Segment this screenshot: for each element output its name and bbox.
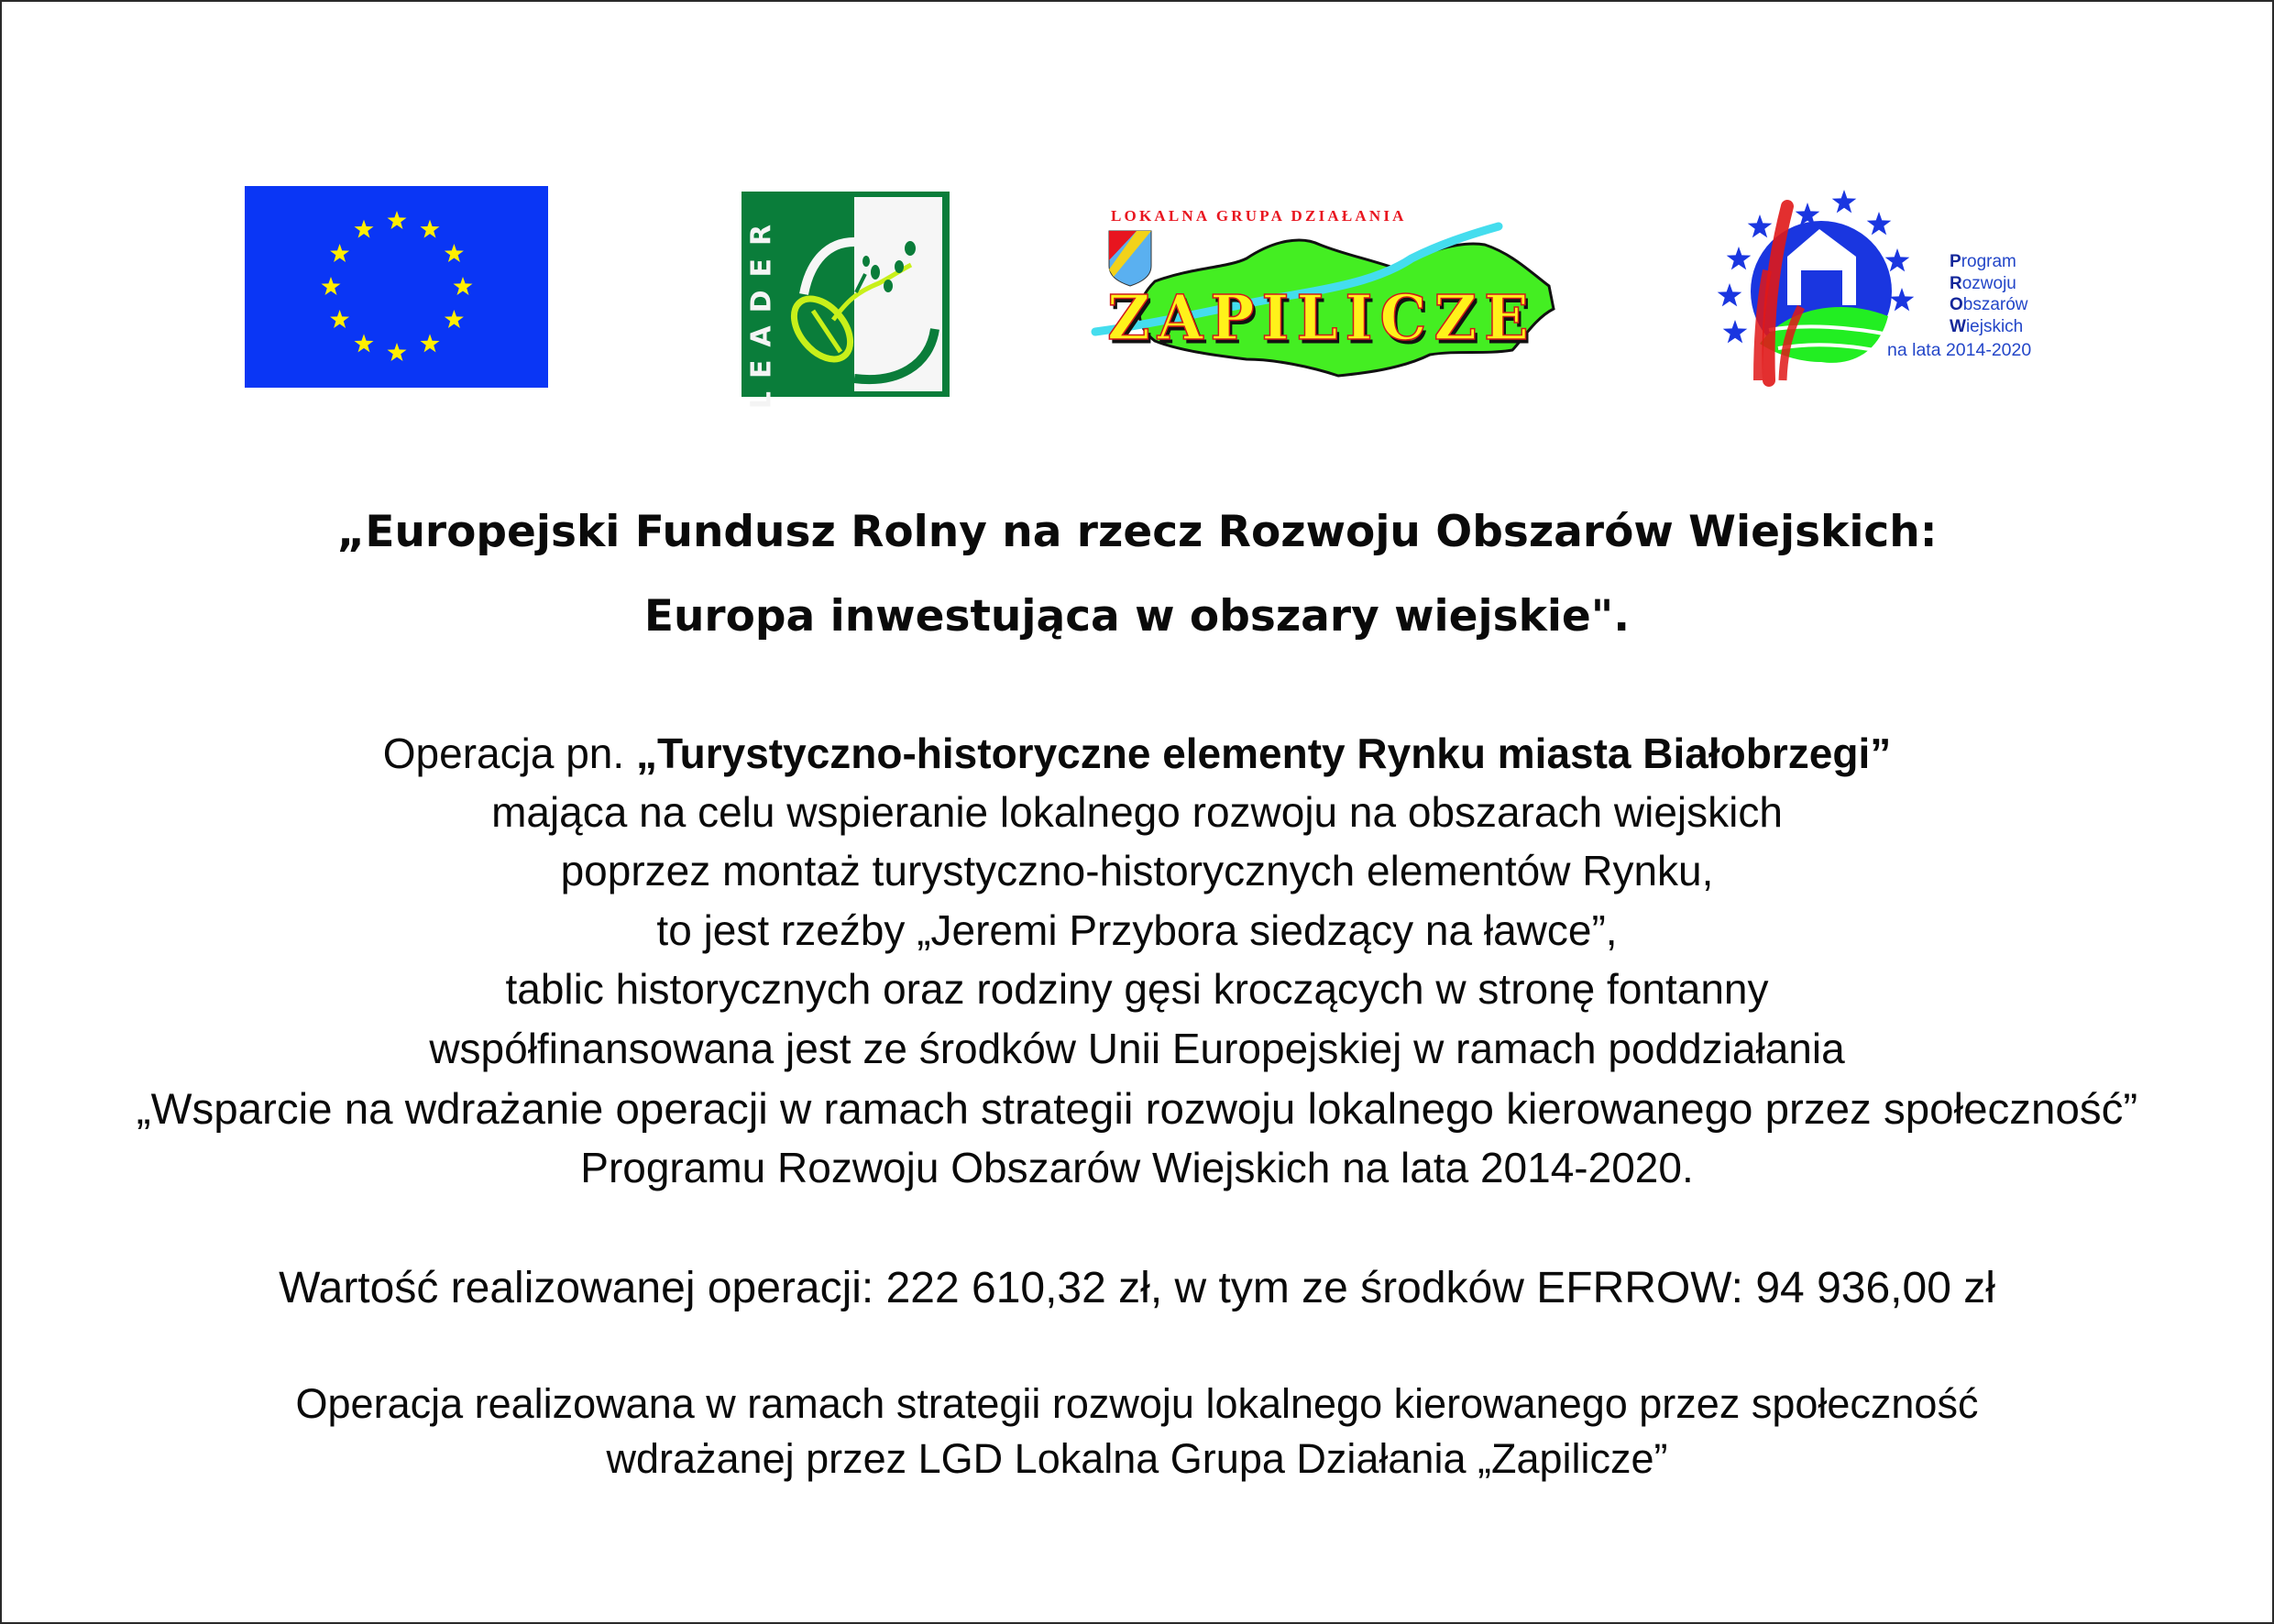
- prow-program-name: [1950, 251, 2028, 338]
- lgd-name: ZAPILICZE: [1107, 282, 1536, 355]
- coat-of-arms-icon: [1109, 231, 1151, 286]
- prow-logo: [1705, 170, 2035, 390]
- lgd-zapilicze-logo: [1091, 203, 1567, 387]
- eu-stars-icon: [245, 186, 548, 388]
- prow-line: Rozwoju: [1950, 273, 2016, 293]
- operation-line: Programu Rozwoju Obszarów Wiejskich na lata 2014-2020.: [580, 1144, 1694, 1191]
- operation-line: współfinansowana jest ze środków Unii Europejskiej w ramach poddziałania: [429, 1025, 1845, 1072]
- prow-line: Obszarów: [1950, 295, 2028, 315]
- eu-flag-logo: [245, 186, 548, 388]
- operation-line: poprzez montaż turystyczno-historycznych elementów Rynku,: [560, 847, 1714, 894]
- footer-line-1: Operacja realizowana w ramach strategii rozwoju lokalnego kierowanego przez społeczność: [295, 1380, 1979, 1427]
- operation-title: „Turystyczno-historyczne elementy Rynku miasta Białobrzegi”: [635, 730, 1892, 777]
- operation-prefix: Operacja pn.: [382, 730, 636, 777]
- operation-value: Wartość realizowanej operacji: 222 610,32 zł, w tym ze środków EFRROW: 94 936,00 zł: [279, 1264, 1995, 1312]
- operation-line: tablic historycznych oraz rodziny gęsi kroczących w stronę fontanny: [505, 965, 1769, 1013]
- operation-line: to jest rzeźby „Jeremi Przybora siedzący na ławce”,: [656, 906, 1618, 954]
- operation-title-line: [0, 729, 2274, 778]
- heading-line-2: Europa inwestująca w obszary wiejskie".: [643, 591, 1631, 642]
- operation-line: „Wsparcie na wdrażanie operacji w ramach strategii rozwoju lokalnego kierowanego przez społeczność”: [136, 1085, 2138, 1134]
- prow-line: Wiejskich: [1950, 317, 2024, 337]
- lgd-title: LOKALNA GRUPA DZIAŁANIA: [1111, 207, 1407, 225]
- prow-years: na lata 2014-2020: [1887, 340, 2032, 360]
- operation-line: mająca na celu wspieranie lokalnego rozwoju na obszarach wiejskich: [491, 788, 1783, 836]
- leader-logo: [742, 192, 950, 410]
- heading-line-1: „Europejski Fundusz Rolny na rzecz Rozwoju Obszarów Wiejskich:: [336, 507, 1938, 557]
- leader-label: LEADER: [745, 211, 778, 410]
- footer-line-2: wdrażanej przez LGD Lokalna Grupa Działania „Zapilicze”: [606, 1435, 1668, 1482]
- prow-line: Program: [1950, 252, 2016, 271]
